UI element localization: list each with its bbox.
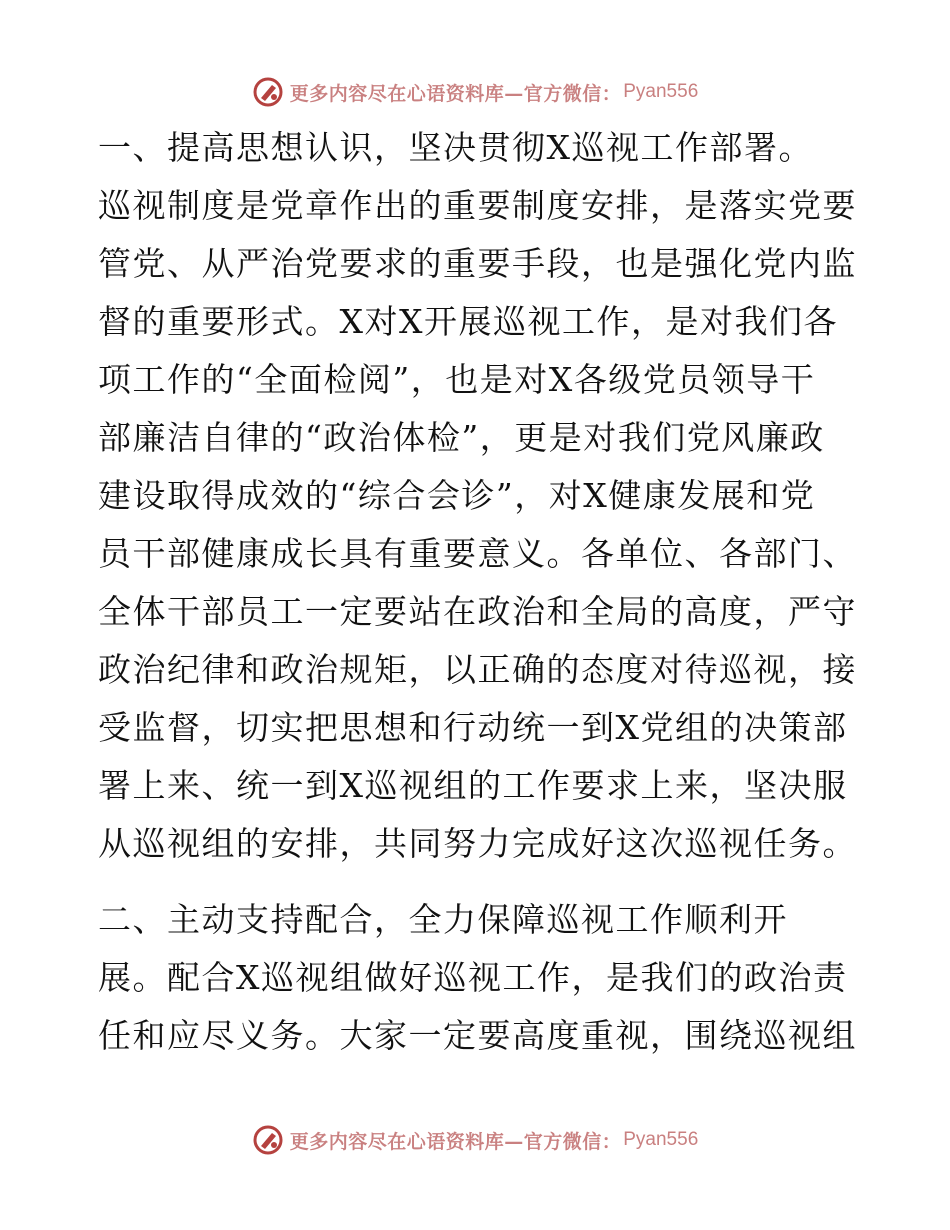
paragraph-line: 署上来、统一到X巡视组的工作要求上来，坚决服 — [98, 766, 848, 805]
banner-wechat-id: Pyan556 — [623, 1129, 699, 1150]
section-2-heading: 二、主动支持配合，全力保障巡视工作顺利开 — [98, 900, 788, 939]
paragraph-line: 政治纪律和政治规矩，以正确的态度对待巡视，接 — [98, 650, 857, 689]
brand-logo-icon — [252, 1124, 284, 1156]
paragraph-line: 全体干部员工一定要站在政治和全局的高度，严守 — [98, 592, 857, 631]
paragraph-line: 项工作的“全面检阅”，也是对X各级党员领导干 — [98, 360, 816, 399]
paragraph-line: 巡视制度是党章作出的重要制度安排，是落实党要 — [98, 186, 857, 225]
paragraph-line: 员干部健康成长具有重要意义。各单位、各部门、 — [98, 534, 857, 573]
paragraph-line: 部廉洁自律的“政治体检”，更是对我们党风廉政 — [98, 418, 825, 457]
brand-logo-icon — [252, 76, 284, 108]
paragraph-line: 任和应尽义务。大家一定要高度重视，围绕巡视组 — [98, 1016, 857, 1055]
banner-text: 更多内容尽在心语资料库—官方微信： — [289, 82, 622, 105]
paragraph-line: 从巡视组的安排，共同努力完成好这次巡视任务。 — [98, 824, 857, 863]
header-banner — [0, 72, 950, 112]
paragraph-line: 督的重要形式。X对X开展巡视工作，是对我们各 — [98, 302, 838, 341]
paragraph-line: 管党、从严治党要求的重要手段，也是强化党内监 — [98, 244, 857, 283]
footer-banner — [0, 1120, 950, 1160]
paragraph-line: 建设取得成效的“综合会诊”，对X健康发展和党 — [98, 476, 816, 515]
banner-wechat-id: Pyan556 — [623, 81, 699, 102]
banner-text: 更多内容尽在心语资料库—官方微信： — [289, 1130, 622, 1153]
paragraph-line: 展。配合X巡视组做好巡视工作，是我们的政治责 — [98, 958, 848, 997]
paragraph-line: 受监督，切实把思想和行动统一到X党组的决策部 — [98, 708, 848, 747]
section-1-heading: 一、提高思想认识，坚决贯彻X巡视工作部署。 — [98, 128, 813, 167]
